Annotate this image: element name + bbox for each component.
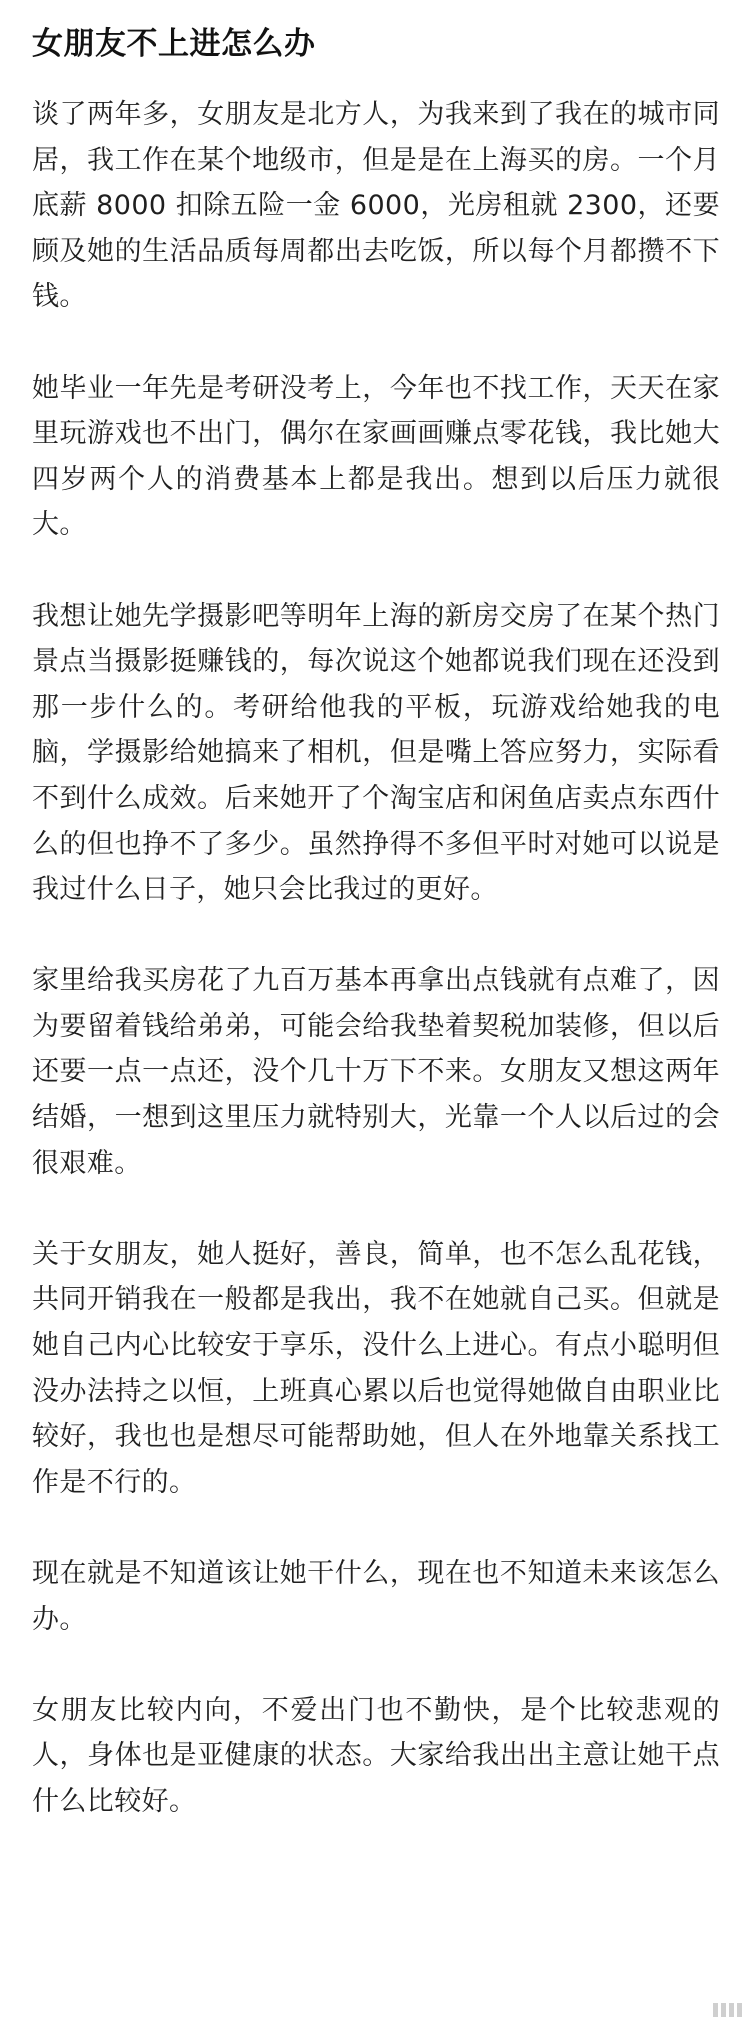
post-title: 女朋友不上进怎么办	[32, 26, 316, 62]
post-paragraph: 关于女朋友，她人挺好，善良，简单，也不怎么乱花钱，共同开销我在一般都是我出，我不在她就自己买。但就是她自己内心比较安于享乐，没什么上进心。有点小聪明但没办法持之以恒，上班真心累以后也觉得她做自由职业比较好，我也也是想尽可能帮助她，但人在外地靠关系找工作是不行的。	[32, 1238, 720, 1498]
post-paragraph: 女朋友比较内向，不爱出门也不勤快，是个比较悲观的人，身体也是亚健康的状态。大家给我出出主意让她干点什么比较好。	[32, 1694, 720, 1817]
post-paragraph: 谈了两年多，女朋友是北方人，为我来到了我在的城市同居，我工作在某个地级市，但是是在上海买的房。一个月底薪 8000 扣除五险一金 6000，光房租就 2300，还要顾及她的生活品质每周都出去吃饭，所以每个月都攒不下钱。	[32, 99, 720, 313]
post-paragraph: 我想让她先学摄影吧等明年上海的新房交房了在某个热门景点当摄影挺赚钱的，每次说这个她都说我们现在还没到那一步什么的。考研给他我的平板，玩游戏给她我的电脑，学摄影给她搞来了相机，但是嘴上答应努力，实际看不到什么成效。后来她开了个淘宝店和闲鱼店卖点东西什么的但也挣不了多少。虽然挣得不多但平时对她可以说是我过什么日子，她只会比我过的更好。	[32, 600, 720, 906]
post-paragraph: 现在就是不知道该让她干什么，现在也不知道未来该怎么办。	[32, 1558, 720, 1635]
watermark-icon	[713, 2003, 742, 2017]
post-paragraph: 家里给我买房花了九百万基本再拿出点钱就有点难了，因为要留着钱给弟弟，可能会给我垫着契税加装修，但以后还要一点一点还，没个几十万下不来。女朋友又想这两年结婚，一想到这里压力就特别大，光靠一个人以后过的会很艰难。	[32, 965, 720, 1179]
post-paragraph: 她毕业一年先是考研没考上，今年也不找工作，天天在家里玩游戏也不出门，偶尔在家画画赚点零花钱，我比她大四岁两个人的消费基本上都是我出。想到以后压力就很大。	[32, 372, 720, 541]
